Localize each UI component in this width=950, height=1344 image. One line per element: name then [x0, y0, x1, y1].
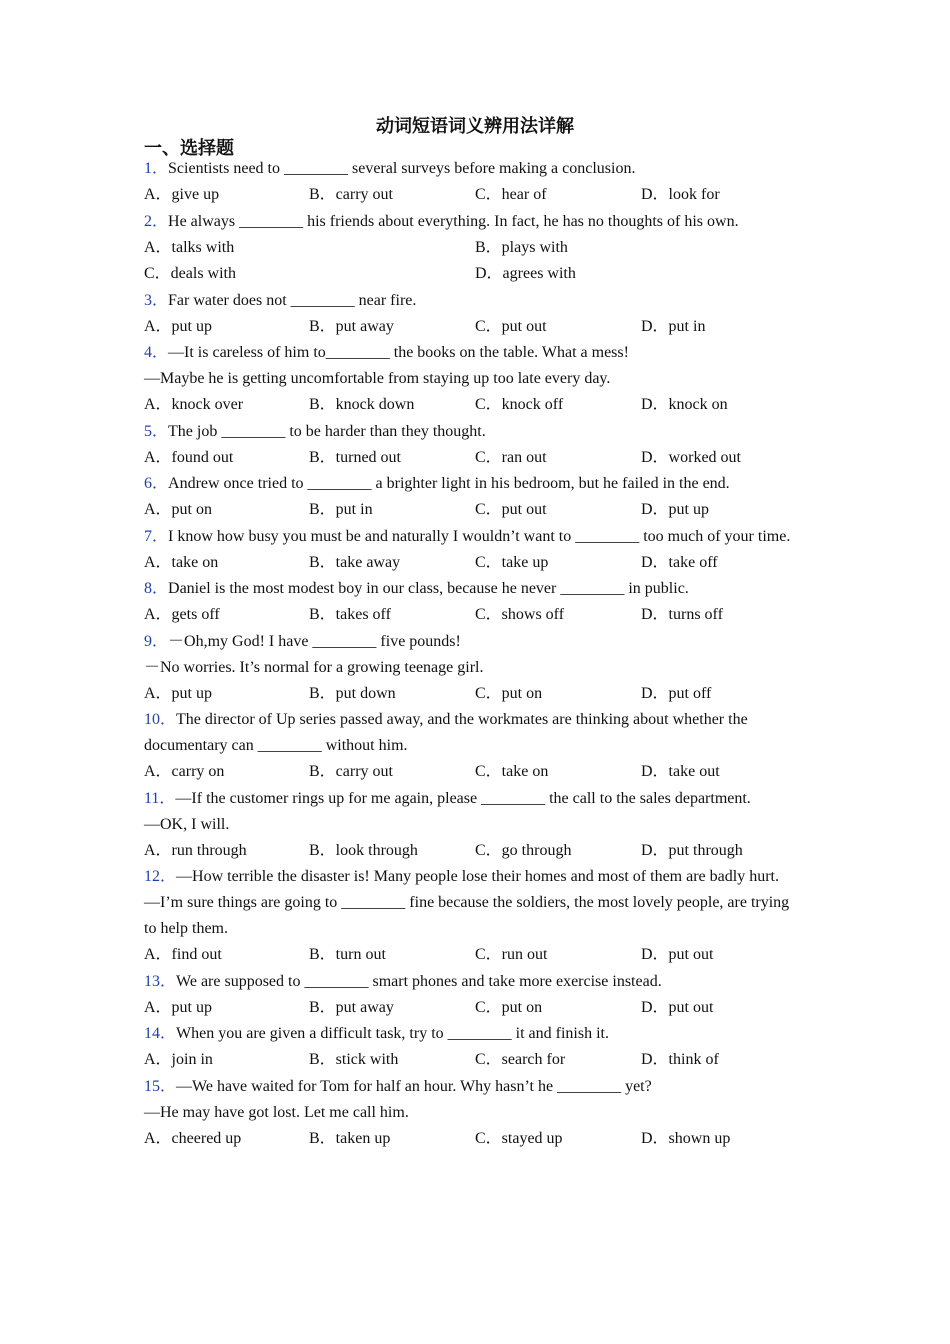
options-row	[144, 995, 794, 1022]
question-number: 6．	[144, 475, 169, 492]
stem-line: —He may have got lost. Let me call him.	[144, 1103, 409, 1121]
stem-text: I know how busy you must be and naturally I wouldn’t want to ________ too much of your time.	[168, 527, 791, 545]
stem-text: Daniel is the most modest boy in our class, because he never ________ in public.	[168, 580, 689, 597]
option-a[interactable]: A．cheered up	[144, 1129, 242, 1147]
option-c[interactable]: C．put out	[475, 317, 547, 335]
stem-line: —OK, I will.	[144, 815, 230, 833]
option-a[interactable]: A．carry on	[144, 763, 225, 780]
question-number: 3．	[144, 291, 169, 309]
option-c[interactable]: C．take on	[475, 763, 549, 780]
option-d[interactable]: D．think of	[641, 1051, 719, 1068]
options-row	[144, 182, 794, 209]
question-list	[144, 156, 794, 1152]
option-c[interactable]: C．deals with	[144, 265, 236, 282]
option-d[interactable]: D．put up	[641, 501, 710, 518]
stem-text: When you are given a difficult task, try to ________ it and finish it.	[176, 1025, 609, 1042]
option-c[interactable]: C．ran out	[475, 448, 547, 466]
question-number: 14．	[144, 1025, 177, 1042]
option-d[interactable]: D．shown up	[641, 1129, 731, 1147]
question-stem	[144, 864, 794, 890]
question-number: 10．	[144, 711, 177, 728]
options-row	[144, 838, 794, 865]
option-a[interactable]: A．join in	[144, 1051, 213, 1068]
option-c[interactable]: C．knock off	[475, 396, 564, 413]
option-d[interactable]: D．agrees with	[475, 265, 576, 282]
question-number: 2．	[144, 212, 169, 230]
stem-text: The job ________ to be harder than they thought.	[168, 422, 486, 440]
question-item	[144, 340, 794, 419]
option-a[interactable]: A．put up	[144, 998, 213, 1016]
question-item	[144, 786, 794, 865]
option-d[interactable]: D．put out	[641, 998, 714, 1016]
question-stem	[144, 1021, 794, 1047]
stem-line: －No worries. It’s normal for a growing teenage girl.	[144, 658, 484, 676]
option-c[interactable]: C．put out	[475, 501, 547, 518]
option-b[interactable]: B．knock down	[309, 396, 415, 413]
question-stem	[144, 524, 794, 550]
option-c[interactable]: C．shows off	[475, 606, 565, 623]
question-stem	[144, 340, 794, 366]
options-row	[144, 759, 794, 786]
option-b[interactable]: B．put in	[309, 501, 373, 518]
question-number: 8．	[144, 580, 169, 597]
options-row	[144, 497, 794, 524]
question-item	[144, 471, 794, 524]
option-a[interactable]: A．knock over	[144, 396, 244, 413]
option-b[interactable]: B．turn out	[309, 946, 386, 963]
option-a[interactable]: A．gets off	[144, 606, 220, 623]
option-b[interactable]: B．carry out	[309, 186, 393, 203]
options-row	[144, 261, 794, 288]
option-d[interactable]: D．put out	[641, 946, 714, 963]
options-row	[144, 1047, 794, 1074]
options-row	[144, 445, 794, 472]
option-c[interactable]: C．stayed up	[475, 1129, 563, 1147]
option-c[interactable]: C．put on	[475, 684, 543, 702]
question-stem	[144, 419, 794, 445]
option-a[interactable]: A．talks with	[144, 238, 235, 256]
options-row	[144, 1126, 794, 1153]
question-item	[144, 419, 794, 472]
option-b[interactable]: B．put away	[309, 998, 394, 1016]
question-item	[144, 576, 794, 629]
stem-line: —I’m sure things are going to ________ fine because the soldiers, the most lovely people, are trying to help them.	[144, 894, 790, 937]
stem-text: He always ________ his friends about everything. In fact, he has no thoughts of his own.	[168, 212, 739, 230]
option-a[interactable]: A．take on	[144, 553, 219, 571]
stem-text: Andrew once tried to ________ a brighter light in his bedroom, but he failed in the end.	[168, 475, 730, 492]
question-number: 7．	[144, 527, 169, 545]
option-c[interactable]: C．put on	[475, 998, 543, 1016]
options-row	[144, 550, 794, 577]
question-stem	[144, 156, 794, 182]
option-b[interactable]: B．stick with	[309, 1051, 399, 1068]
options-row	[144, 942, 794, 969]
option-c[interactable]: C．run out	[475, 946, 548, 963]
options-row	[144, 235, 794, 262]
option-d[interactable]: D．turns off	[641, 606, 723, 623]
option-d[interactable]: D．worked out	[641, 448, 741, 466]
question-item	[144, 969, 794, 1022]
option-a[interactable]: A．find out	[144, 946, 222, 963]
option-d[interactable]: D．put off	[641, 684, 712, 702]
question-stem	[144, 576, 794, 602]
stem-text: Scientists need to ________ several surveys before making a conclusion.	[168, 160, 636, 177]
question-number: 1．	[144, 160, 169, 177]
question-number: 12．	[144, 868, 177, 885]
option-a[interactable]: A．give up	[144, 186, 220, 203]
stem-text: －Oh,my God! I have ________ five pounds!	[168, 632, 461, 650]
question-number: 9．	[144, 632, 169, 650]
option-b[interactable]: B．takes off	[309, 606, 391, 623]
question-stem	[144, 786, 794, 812]
option-d[interactable]: D．put in	[641, 317, 706, 335]
option-b[interactable]: B．turned out	[309, 448, 401, 466]
stem-text: —We have waited for Tom for half an hour. Why hasn’t he ________ yet?	[176, 1077, 652, 1095]
option-b[interactable]: B．taken up	[309, 1129, 391, 1147]
question-stem	[144, 969, 794, 995]
question-item	[144, 288, 794, 341]
option-a[interactable]: A．run through	[144, 841, 247, 859]
option-a[interactable]: A．found out	[144, 448, 234, 466]
question-stem	[144, 288, 794, 314]
stem-text: Far water does not ________ near fire.	[168, 291, 417, 309]
options-row	[144, 392, 794, 419]
option-c[interactable]: C．search for	[475, 1051, 566, 1068]
option-b[interactable]: B．carry out	[309, 763, 393, 780]
question-stem	[144, 629, 794, 655]
question-item	[144, 156, 794, 209]
question-stem	[144, 707, 794, 759]
options-row	[144, 681, 794, 708]
option-b[interactable]: B．take away	[309, 553, 401, 571]
question-item	[144, 629, 794, 708]
question-item	[144, 1021, 794, 1074]
option-a[interactable]: A．put up	[144, 317, 213, 335]
option-d[interactable]: D．take out	[641, 763, 720, 780]
option-c[interactable]: C．take up	[475, 553, 549, 571]
option-b[interactable]: B．look through	[309, 841, 418, 859]
option-a[interactable]: A．put up	[144, 684, 213, 702]
question-item	[144, 209, 794, 288]
question-item	[144, 1074, 794, 1153]
option-d[interactable]: D．knock on	[641, 396, 728, 413]
question-item	[144, 524, 794, 577]
option-d[interactable]: D．look for	[641, 186, 720, 203]
stem-text: —How terrible the disaster is! Many people lose their homes and most of them are badly hurt.	[176, 868, 779, 885]
option-d[interactable]: D．take off	[641, 553, 718, 571]
question-number: 4．	[144, 344, 169, 361]
document-title: 动词短语词义辨用法详解	[376, 116, 574, 137]
stem-text: The director of Up series passed away, and the workmates are thinking about whether the documentary can ________ without him.	[144, 711, 748, 754]
option-b[interactable]: B．put away	[309, 317, 394, 335]
question-number: 5．	[144, 422, 169, 440]
option-d[interactable]: D．put through	[641, 841, 743, 859]
question-number: 11．	[144, 789, 176, 807]
question-item	[144, 864, 794, 969]
options-row	[144, 602, 794, 629]
option-c[interactable]: C．go through	[475, 841, 572, 859]
question-number: 13．	[144, 972, 177, 990]
option-c[interactable]: C．hear of	[475, 186, 547, 203]
question-number: 15．	[144, 1077, 177, 1095]
question-item	[144, 707, 794, 786]
stem-line: —Maybe he is getting uncomfortable from staying up too late every day.	[144, 370, 611, 387]
stem-text: —It is careless of him to________ the books on the table. What a mess!	[168, 344, 629, 361]
question-stem	[144, 1074, 794, 1100]
question-stem	[144, 471, 794, 497]
option-b[interactable]: B．plays with	[475, 238, 568, 256]
stem-text: —If the customer rings up for me again, please ________ the call to the sales department.	[175, 789, 751, 807]
option-a[interactable]: A．put on	[144, 501, 213, 518]
stem-text: We are supposed to ________ smart phones and take more exercise instead.	[176, 972, 662, 990]
section-heading: 一、选择题	[144, 138, 234, 159]
option-b[interactable]: B．put down	[309, 684, 396, 702]
options-row	[144, 314, 794, 341]
question-stem	[144, 209, 794, 235]
